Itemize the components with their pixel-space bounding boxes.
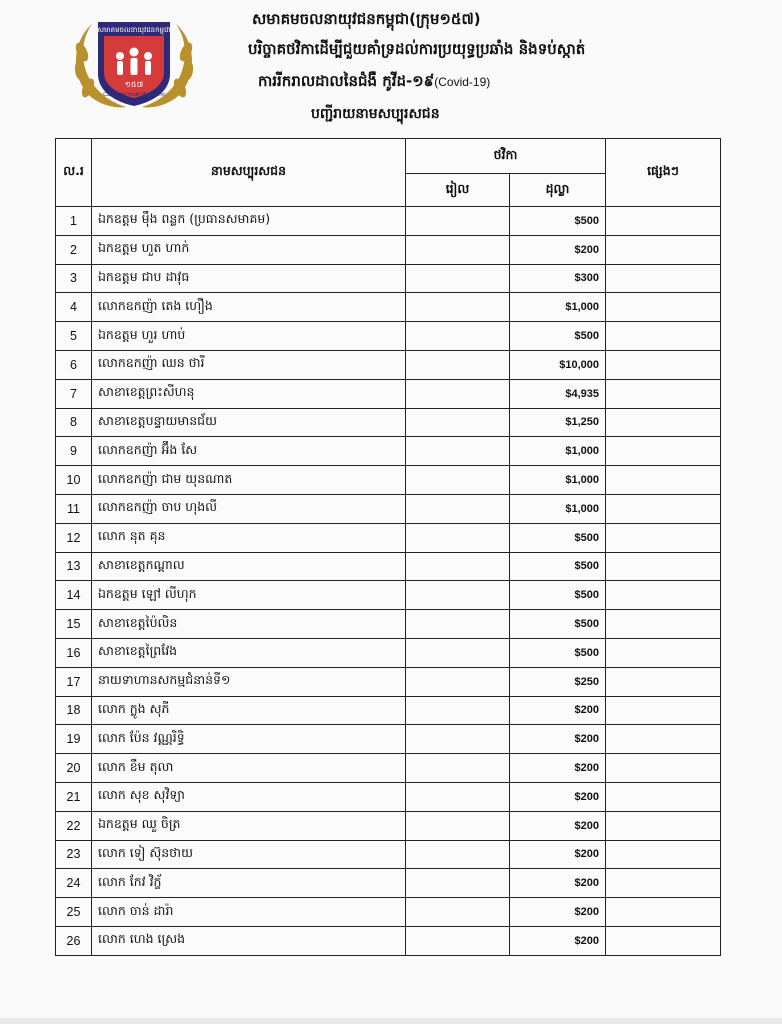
donor-name: លោក ខឹម តុលា (92, 754, 406, 783)
header-other: ផ្សេងៗ (606, 139, 721, 207)
riel-amount (406, 350, 510, 379)
riel-amount (406, 725, 510, 754)
other-note (606, 322, 721, 351)
table-row (56, 437, 721, 466)
header-dollar: ដុល្លា (510, 174, 606, 207)
riel-amount (406, 782, 510, 811)
donor-name: លោកឧកញ៉ា អ៊ឹង សែ (92, 437, 406, 466)
header-riel: រៀល (406, 174, 510, 207)
row-number: 3 (56, 264, 92, 293)
donor-name: លោកឧកញ៉ា ចាប ហុងលី (92, 494, 406, 523)
dollar-amount: $200 (510, 840, 606, 869)
table-row (56, 466, 721, 495)
donor-name: លោក ទៀ ស៊ុនថាយ (92, 840, 406, 869)
donation-purpose: បរិច្ចាគថវិកាដើម្បីជួយគាំទ្រដល់ការប្រយុទ្ធប្រឆាំង និងទប់ស្កាត់ (248, 40, 586, 58)
riel-amount (406, 840, 510, 869)
dollar-amount: $200 (510, 869, 606, 898)
donor-name: ឯកឧត្តម ជាប ដាវុធ (92, 264, 406, 293)
row-number: 18 (56, 696, 92, 725)
dollar-amount: $200 (510, 898, 606, 927)
table-row (56, 926, 721, 955)
row-number: 26 (56, 926, 92, 955)
riel-amount (406, 235, 510, 264)
table-row (56, 667, 721, 696)
row-number: 10 (56, 466, 92, 495)
riel-amount (406, 379, 510, 408)
other-note (606, 466, 721, 495)
dollar-amount: $1,000 (510, 466, 606, 495)
other-note (606, 408, 721, 437)
row-number: 6 (56, 350, 92, 379)
table-row (56, 207, 721, 236)
dollar-amount: $500 (510, 207, 606, 236)
row-number: 17 (56, 667, 92, 696)
logo-top-text: សមាគមចលនាយុវជនកម្ពុជា (97, 26, 171, 34)
table-row (56, 235, 721, 264)
table-row (56, 350, 721, 379)
riel-amount (406, 523, 510, 552)
row-number: 2 (56, 235, 92, 264)
header-budget: ថវិកា (406, 139, 606, 174)
table-row (56, 379, 721, 408)
donor-name: លោក សុខ សុវិទ្យា (92, 782, 406, 811)
dollar-amount: $200 (510, 235, 606, 264)
other-note (606, 926, 721, 955)
riel-amount (406, 610, 510, 639)
other-note (606, 667, 721, 696)
donor-name: លោក នុត គុន (92, 523, 406, 552)
covid-line (258, 72, 490, 94)
riel-amount (406, 581, 510, 610)
other-note (606, 523, 721, 552)
dollar-amount: $200 (510, 725, 606, 754)
riel-amount (406, 754, 510, 783)
riel-amount (406, 264, 510, 293)
riel-amount (406, 322, 510, 351)
donor-table (55, 138, 721, 956)
riel-amount (406, 811, 510, 840)
row-number: 22 (56, 811, 92, 840)
row-number: 20 (56, 754, 92, 783)
dollar-amount: $1,000 (510, 293, 606, 322)
list-title: បញ្ជីរាយនាមសប្បុរសជន (311, 106, 440, 122)
other-note (606, 869, 721, 898)
table-row (56, 638, 721, 667)
other-note (606, 379, 721, 408)
donor-name: លោក ចាន់ ដារ៉ា (92, 898, 406, 927)
other-note (606, 638, 721, 667)
other-note (606, 898, 721, 927)
dollar-amount: $200 (510, 811, 606, 840)
table-row (56, 811, 721, 840)
riel-amount (406, 667, 510, 696)
dollar-amount: $300 (510, 264, 606, 293)
donor-name: លោក ប៉ែន វណ្ណរិទ្ធិ (92, 725, 406, 754)
header-name: នាមសប្បុរសជន (92, 139, 406, 207)
dollar-amount: $500 (510, 552, 606, 581)
other-note (606, 552, 721, 581)
dollar-amount: $200 (510, 782, 606, 811)
other-note (606, 437, 721, 466)
dollar-amount: $500 (510, 322, 606, 351)
donor-name: លោក ហេង ស្រេង (92, 926, 406, 955)
row-number: 11 (56, 494, 92, 523)
table-row (56, 408, 721, 437)
table-row (56, 898, 721, 927)
donor-name: ឯកឧត្តម ហួត ហាក់ (92, 235, 406, 264)
dollar-amount: $10,000 (510, 350, 606, 379)
table-row (56, 322, 721, 351)
row-number: 8 (56, 408, 92, 437)
other-note (606, 696, 721, 725)
other-note (606, 264, 721, 293)
table-row (56, 494, 721, 523)
donor-name: ឯកឧត្តម ឈួ ចិត្រ (92, 811, 406, 840)
donor-name: សាខាខេត្តបន្ទាយមានជ័យ (92, 408, 406, 437)
other-note (606, 610, 721, 639)
other-note (606, 293, 721, 322)
riel-amount (406, 696, 510, 725)
table-row (56, 869, 721, 898)
row-number: 4 (56, 293, 92, 322)
donor-name: សាខាខេត្តព្រះសីហនុ (92, 379, 406, 408)
riel-amount (406, 207, 510, 236)
donor-name: សាខាខេត្តប៉ៃលិន (92, 610, 406, 639)
row-number: 9 (56, 437, 92, 466)
other-note (606, 350, 721, 379)
header-no: ល.រ (56, 139, 92, 207)
table-row (56, 782, 721, 811)
table-row (56, 264, 721, 293)
dollar-amount: $500 (510, 581, 606, 610)
dollar-amount: $1,000 (510, 494, 606, 523)
riel-amount (406, 638, 510, 667)
row-number: 19 (56, 725, 92, 754)
table-row (56, 754, 721, 783)
other-note (606, 207, 721, 236)
covid-tag: (Covid-19) (434, 75, 491, 89)
riel-amount (406, 494, 510, 523)
table-row (56, 552, 721, 581)
dollar-amount: $4,935 (510, 379, 606, 408)
dollar-amount: $200 (510, 926, 606, 955)
association-name: សមាគមចលនាយុវជនកម្ពុជា(ក្រុម១៥៧) (252, 10, 481, 28)
row-number: 1 (56, 207, 92, 236)
dollar-amount: $250 (510, 667, 606, 696)
other-note (606, 494, 721, 523)
dollar-amount: $1,250 (510, 408, 606, 437)
row-number: 25 (56, 898, 92, 927)
row-number: 24 (56, 869, 92, 898)
donor-name: ឯកឧត្តម ហួរ ហាប់ (92, 322, 406, 351)
other-note (606, 581, 721, 610)
riel-amount (406, 898, 510, 927)
dollar-amount: $1,000 (510, 437, 606, 466)
row-number: 14 (56, 581, 92, 610)
riel-amount (406, 437, 510, 466)
other-note (606, 811, 721, 840)
donor-name: លោកឧកញ៉ា ឈន ថារី (92, 350, 406, 379)
other-note (606, 725, 721, 754)
other-note (606, 782, 721, 811)
row-number: 23 (56, 840, 92, 869)
donor-name: លោកឧកញ៉ា តេង ហឿង (92, 293, 406, 322)
row-number: 7 (56, 379, 92, 408)
table-row (56, 696, 721, 725)
covid-line-text: ការរីករាលដាលនៃជំងឺ កូវីដ-១៩ (258, 72, 435, 90)
donor-name: លោក ក្លូង សុភី (92, 696, 406, 725)
page-bottom-edge (0, 1018, 782, 1024)
table-row (56, 293, 721, 322)
dollar-amount: $500 (510, 610, 606, 639)
row-number: 21 (56, 782, 92, 811)
row-number: 16 (56, 638, 92, 667)
donor-name: ឯកឧត្តម ឡៅ លីហុក (92, 581, 406, 610)
donor-name: សាខាខេត្តកណ្តាល (92, 552, 406, 581)
donor-name: លោក កែវ វិក្ខ័ (92, 869, 406, 898)
riel-amount (406, 466, 510, 495)
other-note (606, 840, 721, 869)
riel-amount (406, 926, 510, 955)
logo-number: ១៥៧ (124, 80, 144, 89)
other-note (606, 754, 721, 783)
row-number: 13 (56, 552, 92, 581)
donor-name: លោកឧកញ៉ា ជាម យុនណាត (92, 466, 406, 495)
row-number: 12 (56, 523, 92, 552)
table-row (56, 840, 721, 869)
table-row (56, 523, 721, 552)
other-note (606, 235, 721, 264)
donor-name: សាខាខេត្តព្រៃវែង (92, 638, 406, 667)
dollar-amount: $200 (510, 754, 606, 783)
row-number: 5 (56, 322, 92, 351)
dollar-amount: $500 (510, 523, 606, 552)
row-number: 15 (56, 610, 92, 639)
table-row (56, 725, 721, 754)
donor-name: ឯកឧត្តម មុឹង ពន្លក (ប្រធានសមាគម) (92, 207, 406, 236)
donor-name: នាយទាហានសកម្មជំនាន់ទី១ (92, 667, 406, 696)
organization-logo (62, 12, 206, 112)
riel-amount (406, 408, 510, 437)
riel-amount (406, 293, 510, 322)
logo-bottom-text: Cambodia Youth Movement (103, 92, 165, 98)
dollar-amount: $500 (510, 638, 606, 667)
riel-amount (406, 552, 510, 581)
dollar-amount: $200 (510, 696, 606, 725)
table-row (56, 581, 721, 610)
table-row (56, 610, 721, 639)
riel-amount (406, 869, 510, 898)
